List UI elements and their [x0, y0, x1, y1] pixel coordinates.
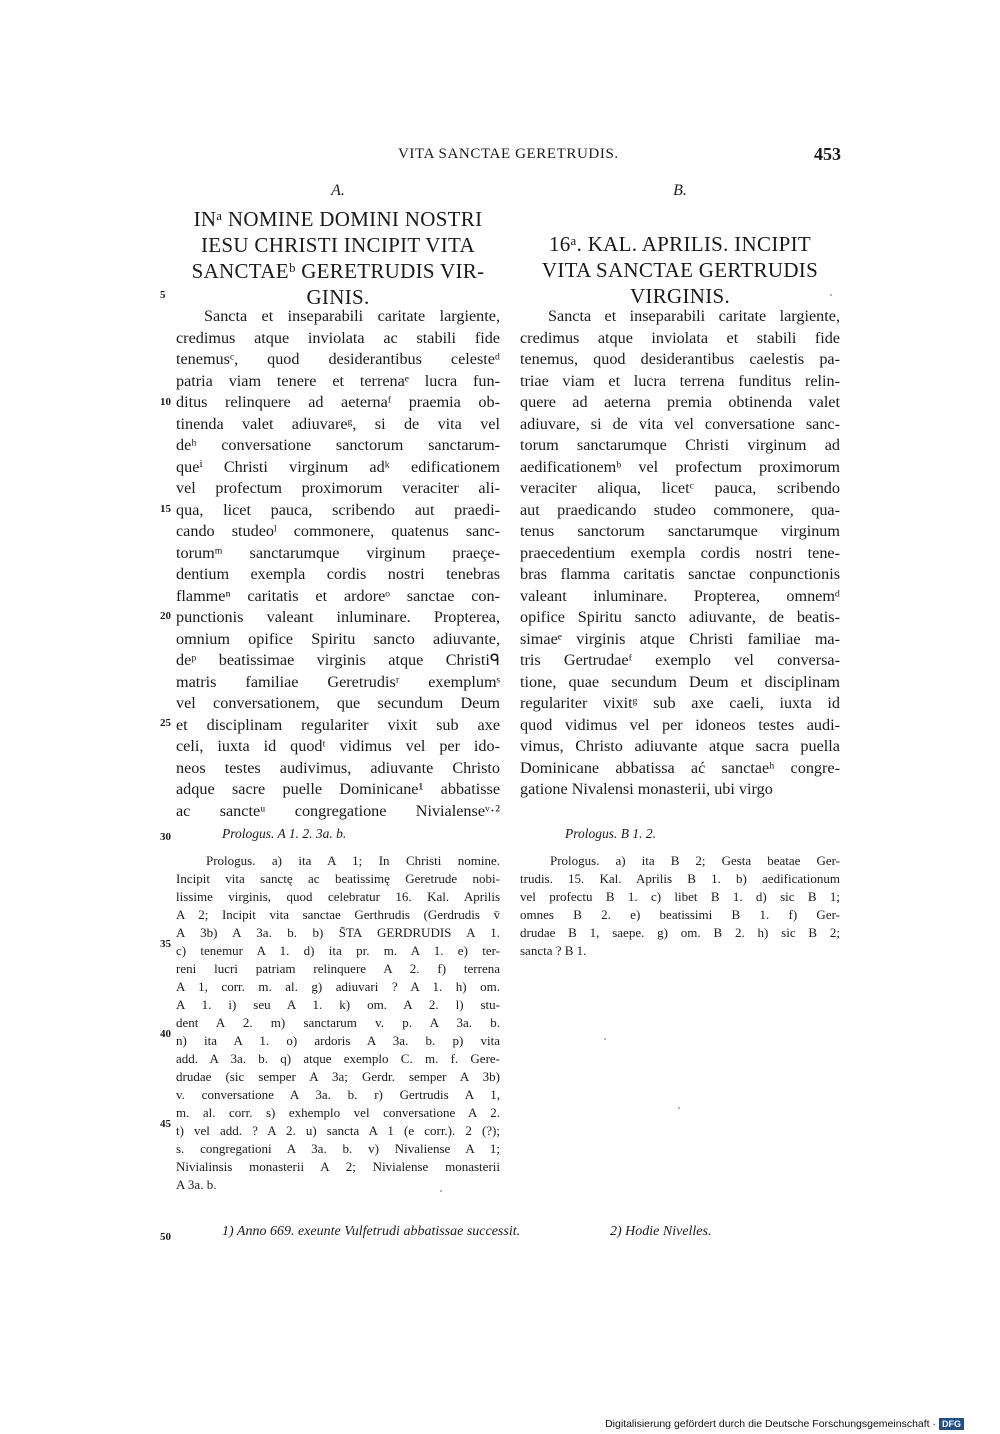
line-number: 45 [160, 1118, 171, 1130]
apparatus-line: A 1, corr. m. al. g) adiuvari ? A 1. h) om. [176, 979, 500, 994]
text-line: patria viam tenere et terrenaᵉ lucra fun- [176, 371, 500, 390]
text-line: deʰ conversatione sanctorum sanctarum- [176, 436, 500, 454]
heading-line: GINIS. [306, 285, 370, 309]
text-line: queⁱ Christi virginum adᵏ edificationem [176, 457, 500, 476]
heading-line: SANCTAEᵇ GERETRUDIS VIR- [191, 259, 485, 283]
scan-speck [678, 1107, 680, 1109]
text-line: tris Gertrudaeᶠ exemplo vel conversa- [520, 651, 840, 669]
apparatus-line: lissime virginis, quod celebratur 16. Kal. Aprilis [176, 889, 500, 904]
text-line: aut praedicando studeo commonere, qua- [520, 500, 840, 519]
page-number: 453 [814, 144, 841, 164]
text-line: adque sacre puelle Dominicane¹ abbatisse [176, 780, 500, 798]
heading-line: 16ᵃ. KAL. APRILIS. INCIPIT [548, 232, 812, 256]
text-line: triae viam et lucra terrena funditus relin- [520, 371, 840, 390]
text-line: credimus atque inviolata ac stabili fide [176, 328, 500, 347]
line-number: 50 [160, 1231, 171, 1243]
text-line: vel profectum proximorum veraciter ali- [176, 479, 500, 497]
running-title: VITA SANCTAE GERETRUDIS. [398, 146, 619, 162]
text-line: veraciter aliqua, licetᶜ pauca, scribendo [520, 479, 840, 497]
text-line: vimus, Christo adiuvante atque sacra puella [520, 737, 840, 755]
text-line: aedificationemᵇ vel profectum proximorum [520, 457, 840, 476]
text-line: omnium opifice Spiritu sancto adiuvante, [176, 629, 500, 648]
text-line: dentium exempla cordis nostri tenebras [176, 565, 500, 583]
text-line: tenemusᶜ, quod desiderantibus celesteᵈ [176, 350, 500, 368]
apparatus-line: reni lucri patriam relinquere A 2. f) terrena [176, 961, 500, 976]
heading-line: IESU CHRISTI INCIPIT VITA [201, 233, 475, 257]
apparatus-line: vel profectu B 1. c) libet B 1. d) sic B 1; [520, 889, 840, 904]
apparatus-line: omnes B 2. e) beatissimi B 1. f) Ger- [520, 907, 840, 922]
apparatus-line: A 1. i) seu A 1. k) om. A 2. l) stu- [176, 997, 500, 1012]
text-line: tenus sanctorum sanctarumque virginum [520, 522, 840, 540]
scan-speck [440, 1190, 442, 1192]
apparatus-line: drudae (sic semper A 3a; Gerdr. semper A 3b) [176, 1069, 500, 1084]
scan-speck [830, 294, 832, 296]
line-number: 35 [160, 938, 171, 950]
text-line: punctionis valeant inluminare. Propterea, [176, 608, 500, 626]
text-line: et disciplinam regulariter vixit sub axe [176, 715, 500, 734]
text-line: vel conversationem, que secundum Deum [176, 694, 500, 712]
apparatus-line: dent A 2. m) sanctarum v. p. A 3a. b. [176, 1015, 500, 1030]
apparatus-line: Prologus. a) ita A 1; In Christi nomine. [206, 853, 500, 868]
text-line: Dominicane abbatissa ać sanctaeʰ congre- [520, 758, 840, 777]
heading-line: INᵃ NOMINE DOMINI NOSTRI [193, 207, 483, 231]
digitization-credit [605, 1418, 964, 1430]
text-line: quere ad aeterna premia obtinenda valet [520, 393, 840, 411]
text-line: neos testes audivimus, adiuvante Christo [176, 758, 500, 777]
column-a-heading [176, 206, 500, 310]
apparatus-line: Prologus. a) ita B 2; Gesta beatae Ger- [550, 853, 840, 868]
line-number: 20 [160, 610, 171, 622]
column-a-text [176, 306, 500, 822]
apparatus-line: sancta ? B 1. [520, 943, 587, 958]
scan-speck [604, 1038, 606, 1040]
column-b-letter: B. [673, 182, 687, 199]
credit-text: Digitalisierung gefördert durch die Deutsche Forschungsgemeinschaft · [605, 1418, 936, 1430]
text-line: celi, iuxta id quodᵗ vidimus vel per ido- [176, 737, 500, 755]
apparatus-line: s. congregationi A 3a. b. v) Nivaliense A 1; [176, 1141, 500, 1156]
text-line: ditus relinquere ad aeternaᶠ praemia ob- [176, 393, 500, 411]
text-line: praecedentium exempla cordis nostri tene- [520, 543, 840, 562]
text-line: cando studeoˡ commonere, quatenus sanc- [176, 522, 500, 540]
text-line: qua, licet pauca, scribendo aut praedi- [176, 500, 500, 519]
text-line: simaeᵉ virginis atque Christi familiae ma- [520, 629, 840, 648]
text-line: Sancta et inseparabili caritate largiente, [204, 307, 500, 325]
column-b-apparatus-head: Prologus. B 1. 2. [565, 826, 656, 841]
column-b-apparatus [520, 852, 840, 960]
line-number: 40 [160, 1028, 171, 1040]
dfg-logo: DFG [939, 1418, 964, 1430]
heading-line: VITA SANCTAE GERTRUDIS [541, 258, 819, 282]
apparatus-line: n) ita A 1. o) ardoris A 3a. b. p) vita [176, 1033, 500, 1048]
text-line: opifice Spiritu sancto adiuvante, de beatis- [520, 608, 840, 626]
text-line: tenemus, quod desiderantibus caelestis pa- [520, 350, 840, 368]
apparatus-line: A 3b) A 3a. b. b) S̄TA GERDRUDIS A 1. [176, 925, 500, 940]
text-line: valeant inluminare. Propterea, omnemᵈ [520, 586, 840, 605]
apparatus-line: A 2; Incipit vita sanctae Gerthrudis (Gerdrudis v̄ [176, 907, 500, 922]
heading-line: VIRGINIS. [629, 284, 731, 308]
text-line: matris familiae Geretrudisʳ exemplumˢ [176, 672, 500, 691]
apparatus-line: t) vel add. ? A 2. u) sancta A 1 (e corr.). 2 (?); [176, 1123, 500, 1138]
line-number: 5 [160, 289, 166, 301]
apparatus-line: drudae B 1, saepe. g) om. B 2. h) sic B 2; [520, 925, 840, 940]
column-a-apparatus [176, 852, 500, 1194]
line-number: 25 [160, 717, 171, 729]
column-a-letter: A. [331, 182, 345, 199]
text-line: quod vidimus vel per idoneos testes audi- [520, 715, 840, 734]
line-number: 10 [160, 396, 171, 408]
apparatus-line: trudis. 15. Kal. Aprilis B 1. b) aedificationum [520, 871, 840, 886]
apparatus-line: Incipit vita sanctę ac beatissimę Geretrude nobi- [176, 871, 500, 886]
text-line: tione, quae secundum Deum et disciplinam [520, 672, 840, 691]
text-line: flammeⁿ caritatis et ardoreᵒ sanctae con- [176, 586, 500, 605]
column-b-text [520, 306, 840, 801]
footnote-2: 2) Hodie Nivelles. [610, 1224, 712, 1239]
apparatus-line: c) tenemur A 1. d) ita pr. m. A 1. e) ter- [176, 943, 500, 958]
column-b-heading [520, 231, 840, 309]
line-number: 30 [160, 831, 171, 843]
text-line: torumᵐ sanctarumque virginum praeçe- [176, 543, 500, 562]
footnote-1: 1) Anno 669. exeunte Vulfetrudi abbatissae successit. [222, 1224, 521, 1239]
text-line: bras flamma caritatis sanctae conpunctionis [520, 565, 840, 583]
text-line: regulariter vixitᵍ sub axe caeli, iuxta id [520, 694, 840, 712]
text-line: ac sancteᵘ congregatione Nivialenseᵛ·² [176, 801, 500, 820]
text-line: torum sanctarumque Christi virginum ad [520, 436, 840, 454]
apparatus-line: Nivialinsis monasterii A 2; Nivialense monasterii [176, 1159, 500, 1174]
text-line: adiuvare, si de vita vel conversatione sanc- [520, 414, 840, 433]
apparatus-line: m. al. corr. s) exhemplo vel conversatione A 2. [176, 1105, 500, 1120]
text-line: credimus atque inviolata et stabili fide [520, 328, 840, 347]
text-line: tinenda valet adiuvareᵍ, si de vita vel [176, 414, 500, 433]
column-a-apparatus-head: Prologus. A 1. 2. 3a. b. [222, 826, 347, 841]
text-line: deᵖ beatissimae virginis atque Christiᑫ [176, 651, 500, 669]
apparatus-line: add. A 3a. b. q) atque exemplo C. m. f. Gere- [176, 1051, 500, 1066]
apparatus-line: A 3a. b. [176, 1177, 217, 1192]
text-line: Sancta et inseparabili caritate largiente, [548, 307, 840, 325]
apparatus-line: v. conversatione A 3a. b. r) Gertrudis A 1, [176, 1087, 500, 1102]
line-number: 15 [160, 503, 171, 515]
text-line: gatione Nivalensi monasterii, ubi virgo [520, 780, 773, 798]
